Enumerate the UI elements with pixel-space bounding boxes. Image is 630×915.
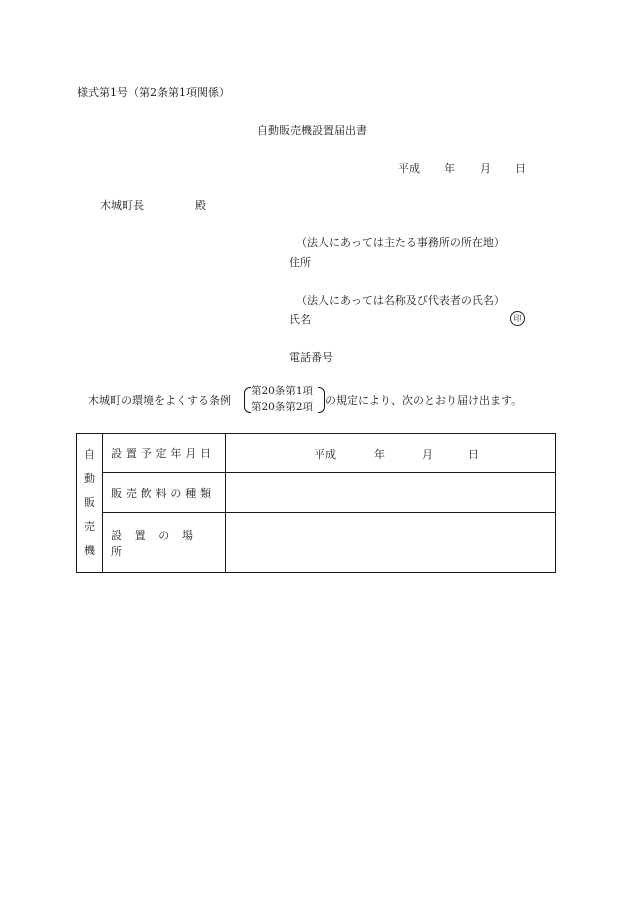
date-month: 月 — [480, 162, 491, 175]
clause-2: 第20条第2項 — [251, 401, 314, 413]
address-label: 住所 — [289, 256, 311, 269]
table-row — [77, 513, 556, 573]
statement-suffix: の規定により、次のとおり届け出ます。 — [325, 394, 523, 407]
side-char: 売 — [84, 520, 95, 533]
phone-label: 電話番号 — [289, 351, 333, 364]
beverage-type-value[interactable] — [226, 473, 556, 513]
document-title: 自動販売機設置届出書 — [257, 124, 367, 137]
left-brace — [244, 387, 251, 413]
date-day: 日 — [515, 162, 526, 175]
vending-machine-table — [76, 433, 556, 573]
table-row — [77, 434, 556, 473]
install-date-label: 設置予定年月日 — [103, 434, 226, 473]
install-day: 日 — [468, 448, 479, 461]
address-note: （法人にあっては主たる事務所の所在地） — [296, 236, 505, 249]
location-label: 設置の場所 — [103, 513, 226, 573]
install-date-value[interactable] — [226, 434, 556, 473]
location-value[interactable] — [226, 513, 556, 573]
side-char: 販 — [84, 496, 95, 509]
side-header — [77, 434, 103, 573]
addressee-honorific: 殿 — [195, 199, 206, 212]
side-char: 動 — [84, 472, 95, 485]
side-char: 自 — [84, 448, 95, 461]
side-char: 機 — [84, 544, 95, 557]
date-era: 平成 — [398, 162, 420, 175]
statement-prefix: 木城町の環境をよくする条例 — [88, 394, 231, 407]
addressee-name: 木城町長 — [100, 199, 144, 212]
beverage-type-label: 販売飲料の種類 — [103, 473, 226, 513]
install-month: 月 — [422, 448, 433, 461]
install-year: 年 — [374, 448, 385, 461]
date-year: 年 — [444, 162, 455, 175]
table-row — [77, 473, 556, 513]
install-era: 平成 — [314, 448, 336, 461]
seal-mark: 印 — [510, 311, 525, 326]
name-note: （法人にあっては名称及び代表者の氏名） — [296, 294, 505, 307]
right-brace — [318, 387, 325, 413]
name-label: 氏名 — [289, 313, 311, 326]
form-number: 様式第1号（第2条第1項関係） — [77, 86, 230, 99]
clause-1: 第20条第1項 — [251, 385, 314, 397]
